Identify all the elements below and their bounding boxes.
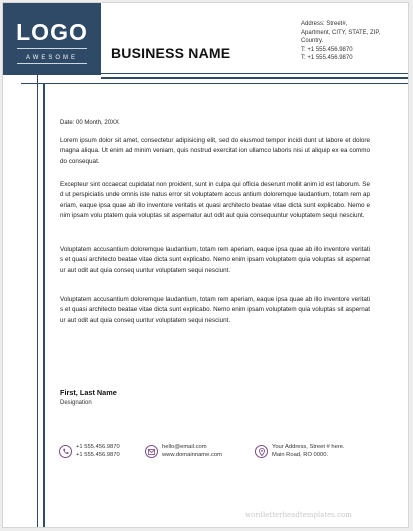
body-paragraph: Voluptatem accusantium doloremque laudantium, totam rem aperiam, eaque ipsa quae ab illo inventore veritatis et quasi architecto beatae vitae dicta sunt explicabo. Nemo enim ipsam voluptatem quia voluptas sit aspernatur aut odit aut quia conseq uuntur voluptatem sequi nesciunt. <box>60 246 370 274</box>
header-rule-top <box>101 73 409 74</box>
logo-block <box>3 3 101 75</box>
letter-date: Date: 00 Month, 20XX <box>60 120 120 126</box>
phone-line: T: +1 555.456.9870 <box>301 46 353 53</box>
body-paragraph: Voluptatem accusantium doloremque laudantium, totam rem aperiam, eaque ipsa quae ab illo inventore veritatis et quasi architecto beatae vitae dicta sunt explicabo. Nemo enim ipsam voluptatem quia voluptas sit aspernatur aut odit aut quia conseq uuntur voluptatem sequi nesciunt. <box>60 296 370 324</box>
body-paragraph: Lorem ipsum dolor sit amet, consectetur adipisicing elit, sed do eiusmod tempor incidi dunt ut labore et dolore magna aliqua. Ut enim ad minim veniam, quis nostrud exercitat ion ullamco laboris nisi ut aliquip ex ea commodo consequat. <box>60 137 370 165</box>
business-name: BUSINESS NAME <box>111 45 231 61</box>
address-line: Country. <box>301 38 324 45</box>
header-contact <box>301 20 407 63</box>
address-line: Address: Street#, <box>301 21 348 27</box>
phone-icon <box>59 445 72 458</box>
footer-phone-line: +1 555.456.9870 <box>76 451 120 458</box>
footer-web <box>145 444 222 459</box>
logo-tagline: AWESOME <box>25 55 79 61</box>
body-paragraph: Excepteur sint occaecat cupidatat non proident, sunt in culpa qui officia deserunt mollit anim id est laborum. Sed ut perspiciatis unde omnis iste natus error sit voluptatem accus antium doloremque laudantium, totam rem aperiam, eaque ipsa quae ab illo inventore veritatis et quasi architecto beatae vitae dicta sunt explicabo. Nemo enim ipsam volu ptatem quia voluptas sit aspernatur aut odit aut quia consequuntur voluptatem sequi nesciunt. <box>60 181 370 219</box>
footer-address-line: Your Address, Street # here. <box>272 444 345 450</box>
phone-line: T: +1 555.456.9870 <box>301 55 353 62</box>
footer-location <box>255 444 345 459</box>
footer-address-line: Main Road, RO 0000. <box>272 451 329 458</box>
footer-phone <box>59 444 120 459</box>
logo-rule-top <box>17 48 87 49</box>
signature-designation: Designation <box>60 400 92 406</box>
watermark: wordletterheadtemplates.com <box>245 511 352 519</box>
email-icon <box>145 445 158 458</box>
footer-website[interactable]: www.domainname.com <box>162 451 222 458</box>
address-line: Apartment, CITY, STATE, ZIP, <box>301 29 381 36</box>
signature-name: First, Last Name <box>60 388 117 397</box>
header-rule-bottom <box>101 77 409 79</box>
logo-text: LOGO <box>16 19 88 45</box>
frame-line-left <box>37 75 38 528</box>
footer-phone-line: +1 555.456.9870 <box>76 444 120 450</box>
content-rule <box>21 83 408 84</box>
footer-email[interactable]: hello@email.com <box>162 444 207 450</box>
frame-line-right <box>43 83 45 528</box>
letterhead-page <box>2 2 409 528</box>
location-pin-icon <box>255 445 268 458</box>
logo-rule-bottom <box>17 63 87 64</box>
